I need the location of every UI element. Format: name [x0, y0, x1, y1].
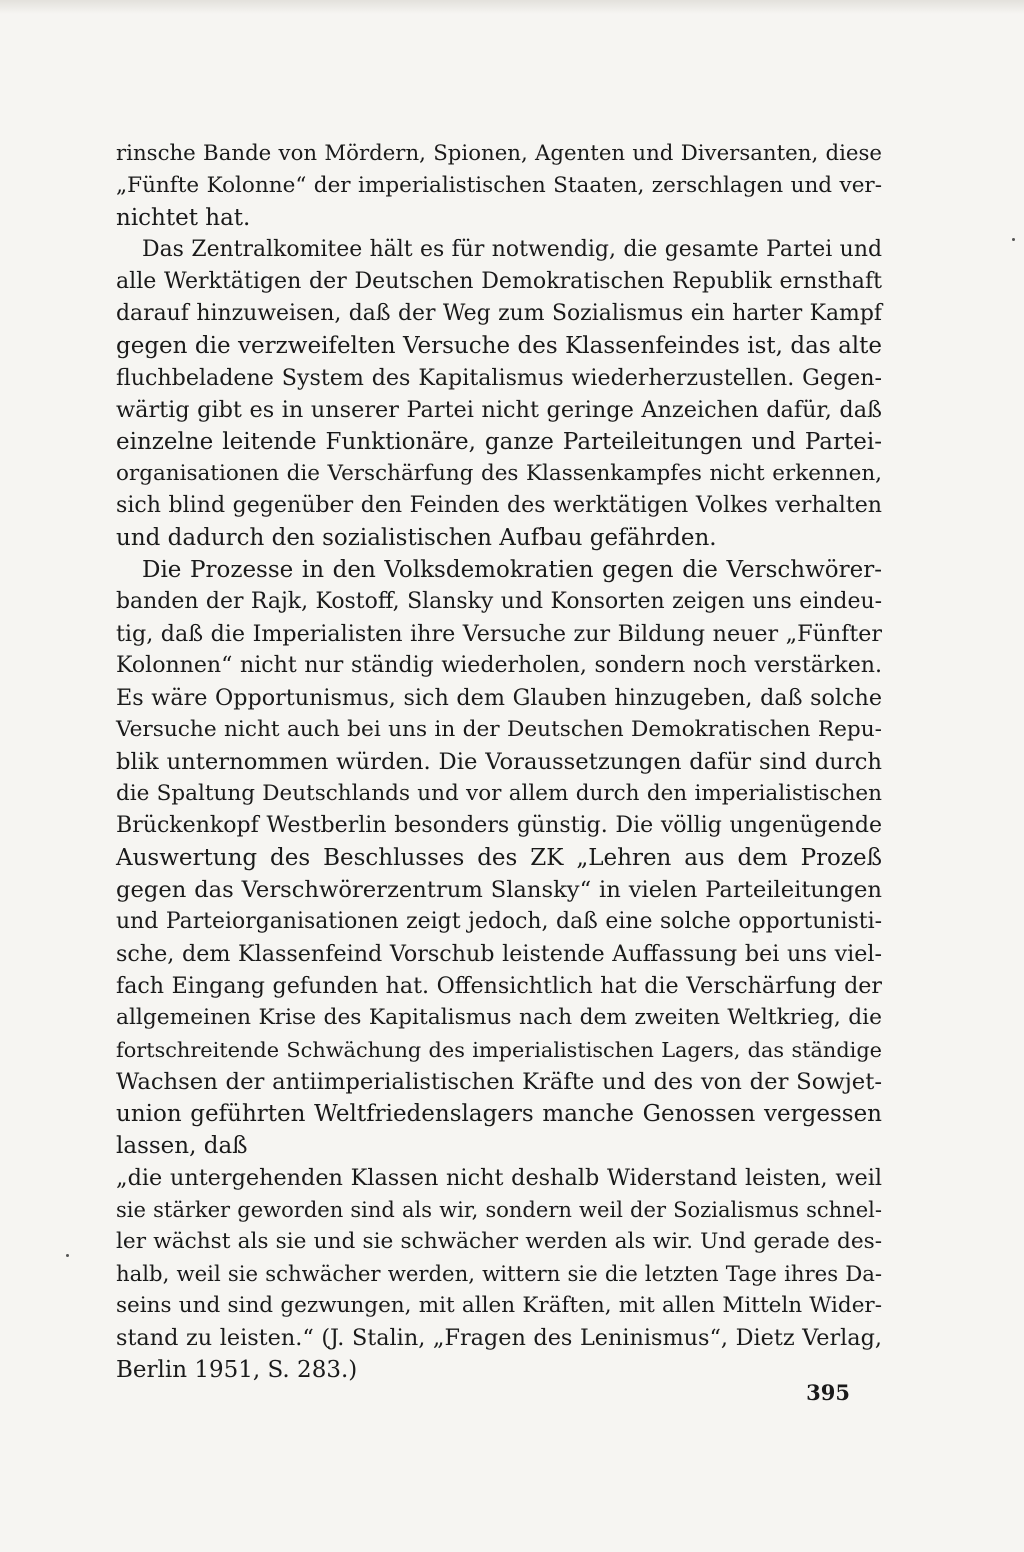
- text-line: allgemeinen Krise des Kapitalismus nach dem zweiten Weltkrieg, die: [116, 1005, 882, 1030]
- text-line: wärtig gibt es in unserer Partei nicht geringe Anzeichen dafür, daß: [116, 397, 882, 423]
- text-line: fach Eingang gefunden hat. Offensichtlich hat die Verschärfung der: [116, 973, 882, 999]
- text-line: sche, dem Klassenfeind Vorschub leistende Auffassung bei uns viel-: [116, 941, 882, 967]
- text-line: rinsche Bande von Mördern, Spionen, Agenten und Diversanten, diese: [116, 141, 882, 166]
- text-line: Kolonnen“ nicht nur ständig wiederholen, sondern noch verstärken.: [116, 653, 882, 678]
- text-line: banden der Rajk, Kostoff, Slansky und Konsorten zeigen uns eindeu-: [116, 589, 882, 614]
- quote-line: Berlin 1951, S. 283.): [116, 1357, 358, 1383]
- text-line: nichtet hat.: [116, 205, 251, 231]
- text-line: tig, daß die Imperialisten ihre Versuche zur Bildung neuer „Fünfter: [116, 621, 882, 647]
- text-line: gegen das Verschwörerzentrum Slansky“ in vielen Parteileitungen: [116, 877, 882, 903]
- text-line: blik unternommen würden. Die Voraussetzungen dafür sind durch: [116, 749, 882, 775]
- text-line: „Fünfte Kolonne“ der imperialistischen Staaten, zerschlagen und ver-: [116, 173, 882, 198]
- quote-line: seins und sind gezwungen, mit allen Kräften, mit allen Mitteln Wider-: [116, 1293, 882, 1318]
- page-top-edge: [0, 0, 1024, 14]
- text-line: darauf hinzuweisen, daß der Weg zum Sozialismus ein harter Kampf: [116, 301, 882, 326]
- text-line: sich blind gegenüber den Feinden des werktätigen Volkes verhalten: [116, 493, 882, 518]
- text-line: gegen die verzweifelten Versuche des Klassenfeindes ist, das alte: [116, 333, 882, 359]
- text-line: fluchbeladene System des Kapitalismus wiederherzustellen. Gegen-: [116, 365, 882, 391]
- quote-line: ler wächst als sie und sie schwächer werden als wir. Und gerade des-: [116, 1229, 882, 1254]
- text-line: Die Prozesse in den Volksdemokratien gegen die Verschwörer-: [142, 557, 882, 583]
- text-line: einzelne leitende Funktionäre, ganze Parteileitungen und Partei-: [116, 429, 882, 455]
- text-line: Brückenkopf Westberlin besonders günstig. Die völlig ungenügende: [116, 813, 882, 838]
- text-line: Es wäre Opportunismus, sich dem Glauben hinzugeben, daß solche: [116, 685, 882, 711]
- page-number: 395: [806, 1380, 850, 1405]
- text-line: und dadurch den sozialistischen Aufbau gefährden.: [116, 525, 717, 551]
- text-line: fortschreitende Schwächung des imperialistischen Lagers, das ständige: [116, 1038, 882, 1062]
- text-line: Wachsen der antiimperialistischen Kräfte und des von der Sowjet-: [116, 1069, 882, 1095]
- scan-speck: [66, 1254, 69, 1257]
- text-line: und Parteiorganisationen zeigt jedoch, daß eine solche opportunisti-: [116, 909, 882, 934]
- quote-line: stand zu leisten.“ (J. Stalin, „Fragen des Leninismus“, Dietz Verlag,: [116, 1325, 882, 1351]
- text-line: Versuche nicht auch bei uns in der Deutschen Demokratischen Repu-: [116, 717, 882, 742]
- quote-line: „die untergehenden Klassen nicht deshalb Widerstand leisten, weil: [116, 1165, 882, 1191]
- text-line: lassen, daß: [116, 1133, 248, 1159]
- quote-line: sie stärker geworden sind als wir, sondern weil der Sozialismus schnel-: [116, 1197, 882, 1222]
- text-line: union geführten Weltfriedenslagers manche Genossen vergessen: [116, 1101, 882, 1127]
- scan-speck: [1012, 238, 1015, 241]
- text-line: die Spaltung Deutschlands und vor allem durch den imperialistischen: [116, 781, 882, 806]
- text-line: organisationen die Verschärfung des Klassenkampfes nicht erkennen,: [116, 461, 882, 486]
- text-line: Auswertung des Beschlusses des ZK „Lehren aus dem Prozeß: [116, 845, 882, 871]
- text-line: alle Werktätigen der Deutschen Demokratischen Republik ernsthaft: [116, 269, 882, 294]
- text-line: Das Zentralkomitee hält es für notwendig, die gesamte Partei und: [142, 237, 882, 262]
- quote-line: halb, weil sie schwächer werden, wittern sie die letzten Tage ihres Da-: [116, 1261, 882, 1286]
